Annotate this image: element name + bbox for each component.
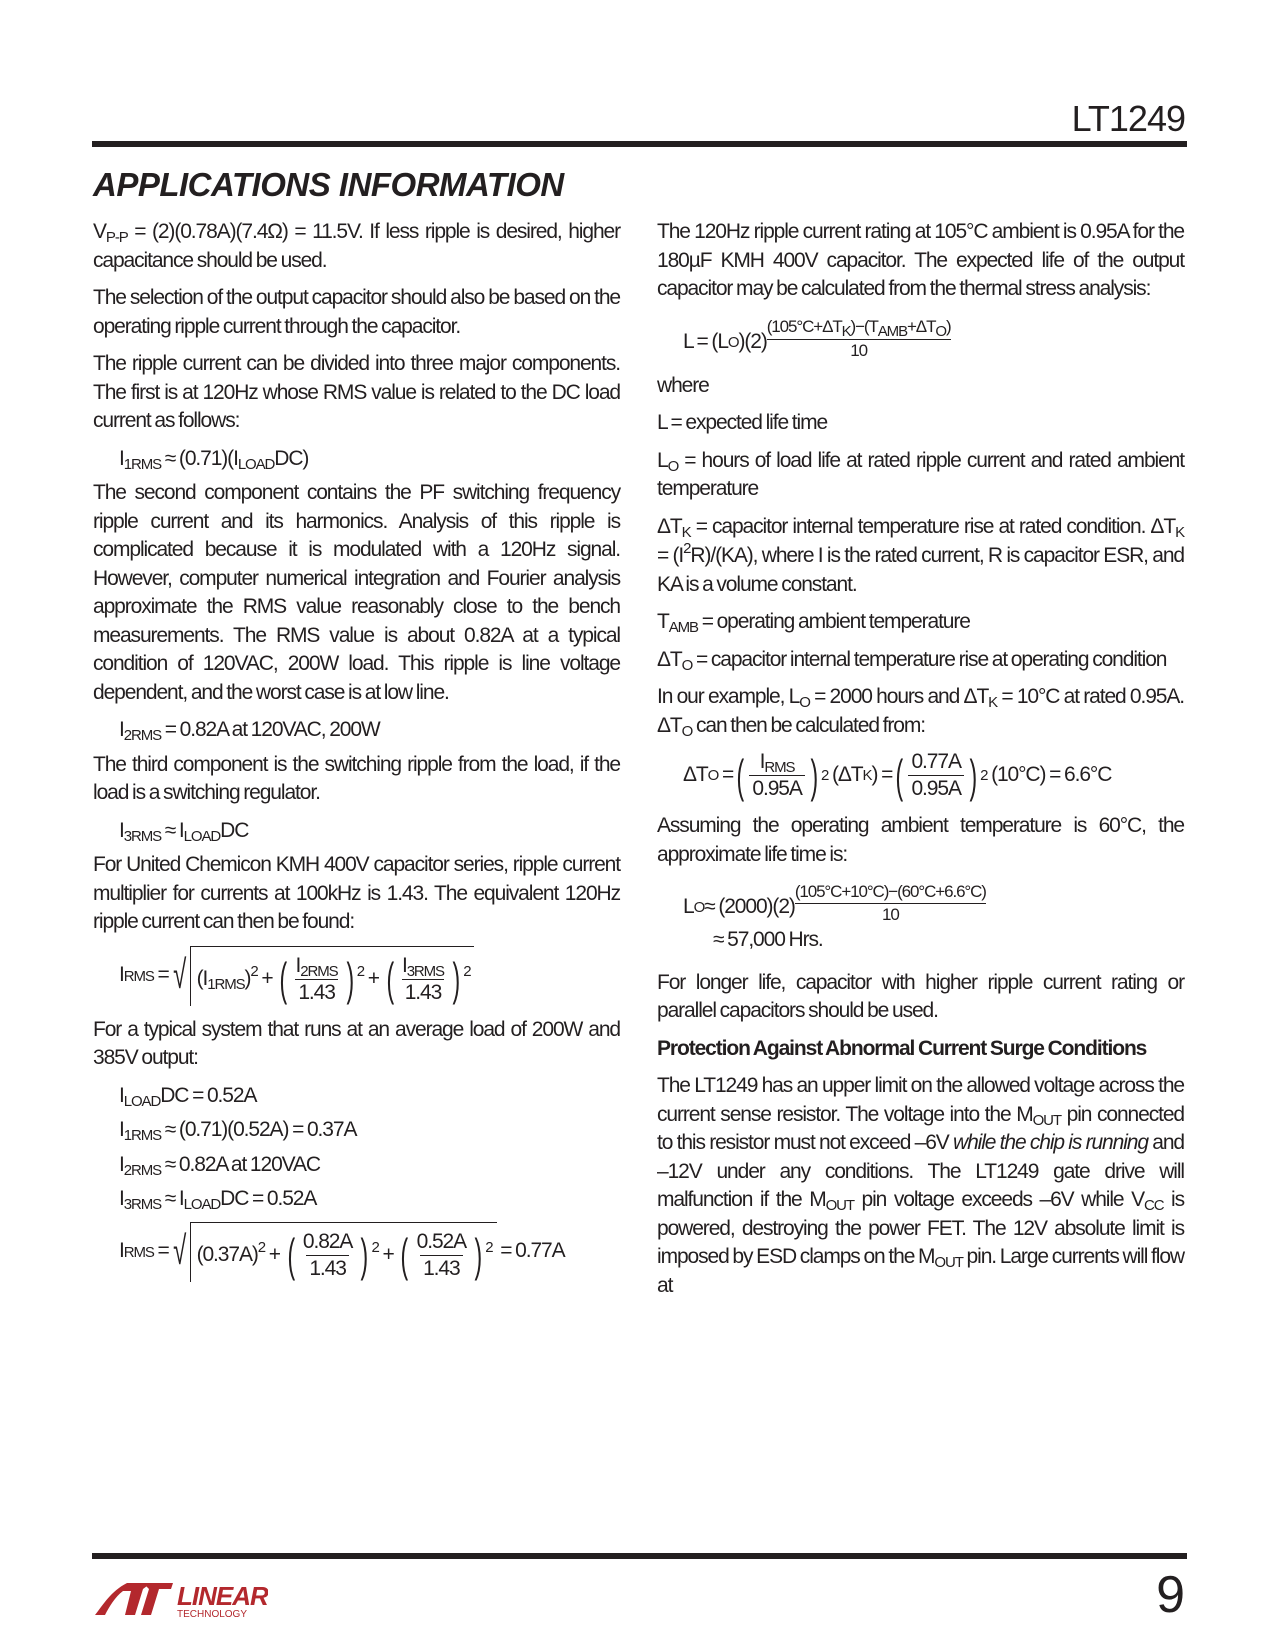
text-run: DC = 0.52A	[160, 1083, 257, 1107]
text-run: O	[799, 694, 810, 711]
text-run: = 0.82A at 120VAC, 200W	[161, 718, 380, 741]
lo-formula	[683, 882, 1184, 926]
right-text-block-3	[657, 812, 1184, 869]
text-run: 3RMS	[123, 1196, 162, 1213]
text-run: I	[119, 818, 124, 842]
paren: (	[279, 953, 287, 1005]
paragraph	[93, 751, 620, 808]
left-text-block-2	[93, 1016, 620, 1214]
paren: (	[736, 749, 744, 802]
text-run: The selection of the output capacitor should also be based on the operating ripple current through the capacitor.	[93, 286, 620, 338]
sqrt-body	[190, 946, 475, 1006]
text-run: In our example, L	[657, 685, 800, 708]
eq-text: 10	[767, 339, 951, 362]
paragraph	[657, 646, 1184, 675]
text-run: = (2)(0.78A)(7.4Ω) = 11.5V. If less ripple is desired, higher capacitance should be used.	[93, 220, 620, 272]
eq-text: ΔT	[683, 763, 708, 787]
right-column	[657, 218, 1184, 1309]
eq-text: )−(T	[850, 316, 878, 336]
paragraph	[93, 479, 620, 707]
paragraph	[657, 608, 1184, 637]
text-run: ≈ 0.82A at 120VAC	[161, 1152, 320, 1176]
text-run: = capacitor internal temperature rise at operating condition	[692, 647, 1167, 671]
text-run: pin. Large currents will flow at	[657, 1245, 1184, 1297]
text-run: O	[681, 722, 693, 740]
text-run: DC = 0.52A	[220, 1187, 317, 1210]
section-title: APPLICATIONS INFORMATION	[93, 166, 564, 203]
eq-sub: O	[727, 334, 739, 351]
eq-text: I	[119, 1239, 124, 1263]
text-run: OUT	[934, 1254, 963, 1271]
eq-sub: 2RMS	[300, 962, 338, 980]
text-run: CC	[1143, 1197, 1164, 1214]
text-run: = capacitor internal temperature rise at rated condition. ΔT	[690, 514, 1176, 538]
eq-text: 1.43	[306, 1255, 348, 1282]
eq-text: 0.52A	[416, 1229, 467, 1253]
eq-text: +	[382, 1242, 394, 1266]
text-run: ΔT	[657, 514, 682, 538]
paragraph	[657, 372, 1184, 401]
text-run: LOAD	[123, 1092, 161, 1110]
eq-text: (10°C) = 6.6°C	[991, 763, 1112, 787]
header-rule	[92, 141, 1187, 147]
fraction	[300, 1229, 355, 1282]
paragraph	[657, 683, 1184, 740]
eq-sub: O	[693, 899, 705, 916]
text-run: is powered, destroying the power FET. The 12V absolute limit is imposed by ESD clamps on the M	[657, 1188, 1184, 1268]
text-run: OUT	[825, 1197, 854, 1214]
sqrt-body	[190, 1222, 497, 1282]
eq-text: I	[759, 750, 765, 773]
svg-text:TECHNOLOGY: TECHNOLOGY	[177, 1609, 248, 1619]
eq-sup: 2	[356, 962, 365, 980]
inline-equation	[119, 1116, 620, 1145]
text-run: I	[119, 1152, 124, 1176]
eq-sup: 2	[257, 1238, 265, 1256]
text-run: Protection Against Abnormal Current Surge Conditions	[657, 1036, 1147, 1060]
eq-text: 1.43	[402, 979, 444, 1006]
eq-text: L = (L	[683, 330, 728, 354]
inline-equation	[119, 817, 620, 846]
eq-text: +ΔT	[906, 316, 936, 336]
text-run: O	[681, 656, 693, 674]
eq-text: 10	[795, 903, 986, 926]
text-run: I	[119, 1187, 124, 1210]
eq-text: (ΔT	[831, 763, 863, 787]
text-run: AMB	[668, 619, 698, 636]
paren: (	[287, 1229, 295, 1281]
paragraph	[93, 350, 620, 436]
text-run: ≈ I	[161, 1187, 184, 1210]
eq-sup: 2	[980, 767, 988, 784]
lo-result: ≈ 57,000 Hrs.	[713, 928, 823, 951]
sqrt-sign: √	[172, 953, 186, 998]
eq-text: +	[268, 1242, 280, 1266]
eq-sub: 3RMS	[406, 962, 444, 980]
text-run: pin voltage exceeds –6V while V	[853, 1188, 1144, 1211]
eq-sub: AMB	[877, 322, 907, 340]
paren: (	[386, 953, 394, 1005]
eq-text: )	[244, 966, 251, 990]
paragraph	[657, 969, 1184, 1026]
eq-text: 1.43	[420, 1255, 462, 1282]
paragraph	[657, 447, 1184, 504]
page-number: 9	[1156, 1566, 1185, 1624]
text-run: T	[657, 610, 669, 633]
delta-to-formula	[683, 749, 1184, 802]
eq-text: 0.77A	[911, 750, 961, 773]
eq-sub: O	[707, 767, 719, 784]
text-run: For longer life, capacitor with higher ripple current rating or parallel capacitors should be used.	[657, 970, 1184, 1022]
linear-technology-logo	[93, 1575, 268, 1624]
inline-equation	[119, 716, 620, 745]
eq-sub: 1RMS	[207, 975, 245, 993]
text-run: = (I	[657, 544, 684, 567]
text-run: ≈ (0.71)(I	[161, 446, 238, 470]
eq-text: I	[119, 963, 124, 987]
paragraph	[657, 513, 1184, 600]
eq-text: 0.82A	[302, 1229, 353, 1253]
text-run: The 120Hz ripple current rating at 105°C ambient is 0.95A for the 180µF KMH 400V capacitor. The expected life of the output capacitor may be calculated from the thermal stress analysis:	[657, 220, 1184, 300]
eq-text: ≈ (2000)(2)	[704, 895, 795, 919]
text-run: For a typical system that runs at an average load of 200W and 385V output:	[93, 1017, 620, 1069]
text-run: LOAD	[183, 1196, 221, 1213]
text-run: pin connected to this resistor must not exceed –6V	[657, 1102, 1185, 1154]
right-text-block-2	[657, 372, 1184, 741]
paragraph	[657, 812, 1184, 869]
text-run: 2RMS	[123, 727, 162, 744]
text-run: I	[119, 718, 124, 741]
eq-text: =	[721, 763, 734, 787]
left-column	[93, 218, 620, 1292]
paragraph	[93, 851, 620, 937]
paren: )	[810, 749, 818, 802]
paren: )	[474, 1229, 482, 1281]
eq-text: +	[367, 966, 379, 990]
eq-text: I	[401, 953, 407, 977]
text-run: The LT1249 has an upper limit on the allowed voltage across the current sense resistor. The voltage into the M	[657, 1074, 1184, 1126]
text-run: L	[657, 448, 668, 472]
inline-equation	[119, 1151, 620, 1180]
text-run: O	[667, 457, 679, 475]
part-number: LT1249	[1071, 98, 1185, 139]
text-run: I	[119, 1083, 124, 1107]
text-run: K	[1175, 523, 1184, 541]
text-run: For United Chemicon KMH 400V capacitor series, ripple current multiplier for currents at 100kHz is 1.43. The equivalent 120Hz ripple current can then be found:	[93, 853, 620, 933]
life-formula	[683, 316, 1184, 362]
eq-text: (I	[196, 966, 208, 990]
eq-sup: 2	[250, 962, 258, 980]
paragraph	[93, 1016, 620, 1073]
text-run: and –12V under any conditions. The LT1249 gate drive will malfunction if the M	[657, 1131, 1184, 1211]
exponent-fraction	[795, 881, 986, 926]
inline-equation	[119, 1082, 620, 1111]
text-run: OUT	[1032, 1111, 1061, 1129]
paren: (	[895, 749, 903, 802]
text-run: = 2000 hours and ΔT	[809, 685, 989, 708]
left-text-block	[93, 218, 620, 937]
eq-text: 0.95A	[749, 775, 804, 802]
text-run: K	[988, 694, 998, 711]
text-run: The second component contains the PF switching frequency ripple current and its harmonics. Analysis of this ripple is complicated because it is modulated with a 120Hz signal. However, computer numerical integration and Fourier analysis approximate the RMS value reasonably close to the bench measurements. The RMS value is about 0.82A at a typical condition of 120VAC, 200W load. This ripple is line voltage dependent, and the worst case is at low line.	[93, 481, 620, 704]
eq-sub: RMS	[123, 1244, 154, 1262]
svg-text:LINEAR: LINEAR	[177, 1581, 268, 1611]
eq-text: ) =	[871, 763, 893, 787]
sqrt-sign: √	[172, 1229, 186, 1274]
eq-sup: 2	[485, 1238, 493, 1256]
text-run: LOAD	[183, 827, 221, 845]
eq-text: L	[683, 895, 694, 919]
text-run: V	[93, 220, 106, 243]
paragraph	[657, 409, 1184, 438]
eq-text: I	[295, 953, 301, 977]
eq-sup: 2	[463, 962, 471, 980]
fraction	[293, 953, 341, 1006]
eq-sup: 2	[371, 1238, 379, 1256]
irms-numeric-formula	[119, 1222, 620, 1282]
paragraph	[93, 218, 620, 275]
text-run: DC)	[274, 446, 309, 470]
text-run: 3RMS	[123, 827, 162, 845]
footer-rule	[92, 1553, 1187, 1559]
eq-result: = 0.77A	[500, 1239, 565, 1263]
paren: )	[360, 1229, 368, 1281]
text-run: ≈ I	[161, 818, 184, 842]
eq-text: (105°C+ΔT	[766, 316, 842, 336]
exponent-fraction	[767, 316, 951, 362]
paren: (	[400, 1229, 409, 1281]
text-run: The ripple current can be divided into three major components. The first is at 120Hz whose RMS value is related to the DC load current as follows:	[93, 352, 620, 432]
text-run: I	[119, 1118, 124, 1141]
text-run: The third component is the switching ripple from the load, if the load is a switching regulator.	[93, 752, 620, 804]
eq-sup: 2	[820, 767, 829, 784]
text-run: L = expected life time	[657, 411, 828, 434]
text-run: ΔT	[657, 647, 682, 671]
eq-text: (105°C+10°C)−(60°C+6.6°C)	[794, 882, 986, 901]
eq-lhs	[119, 961, 169, 990]
paragraph	[93, 284, 620, 341]
subsection-heading	[657, 1035, 1184, 1064]
eq-sub: K	[841, 322, 851, 340]
text-run: = hours of load life at rated ripple current and rated ambient temperature	[657, 448, 1184, 500]
text-run: ≈ (0.71)(0.52A) = 0.37A	[161, 1118, 357, 1141]
paren: )	[969, 749, 977, 802]
text-run: K	[681, 523, 691, 541]
fraction	[908, 749, 963, 802]
paren: )	[452, 953, 460, 1005]
irms-formula	[119, 946, 620, 1006]
text-run: while the chip is running	[953, 1131, 1148, 1154]
eq-text: 0.95A	[908, 775, 963, 802]
paragraph	[657, 1072, 1184, 1300]
text-run: = 10°C at rated 0.95A. ΔT	[657, 685, 1185, 737]
eq-lhs	[119, 1237, 169, 1266]
right-text-block-4	[657, 969, 1184, 1301]
fraction	[749, 749, 804, 802]
text-run: P-P	[105, 229, 128, 246]
eq-text: =	[157, 963, 169, 987]
eq-text: 1.43	[295, 979, 337, 1006]
text-run: I	[119, 446, 124, 470]
inline-equation	[119, 445, 620, 474]
text-run: 2	[683, 540, 691, 557]
fraction	[414, 1229, 469, 1282]
text-run: Assuming the operating ambient temperature is 60°C, the approximate life time is:	[657, 814, 1184, 866]
eq-sub: RMS	[123, 968, 154, 986]
eq-text: +	[261, 966, 273, 990]
paren: )	[346, 953, 354, 1005]
text-run: where	[657, 373, 709, 397]
eq-sub: K	[862, 767, 872, 784]
logo-mark-icon	[93, 1575, 268, 1619]
text-run: R)/(KA), where I is the rated current, R is capacitor ESR, and KA is a volume constant.	[657, 544, 1184, 596]
text-run: DC	[220, 818, 249, 842]
text-run: 1RMS	[123, 455, 162, 473]
eq-text: =	[157, 1239, 169, 1263]
eq-text: )(2)	[738, 330, 767, 354]
text-run: can then be calculated from:	[692, 713, 925, 737]
text-run: 2RMS	[123, 1161, 162, 1179]
text-run: = operating ambient temperature	[697, 610, 970, 633]
inline-equation	[119, 1185, 620, 1214]
eq-text: (0.37A)	[196, 1242, 258, 1266]
right-text-block	[657, 218, 1184, 304]
fraction	[399, 953, 447, 1006]
eq-sub: O	[935, 322, 946, 340]
eq-sub: RMS	[764, 759, 795, 776]
paragraph	[657, 218, 1184, 304]
text-run: 1RMS	[123, 1127, 162, 1144]
text-run: LOAD	[237, 455, 275, 473]
eq-text: )	[945, 316, 951, 336]
